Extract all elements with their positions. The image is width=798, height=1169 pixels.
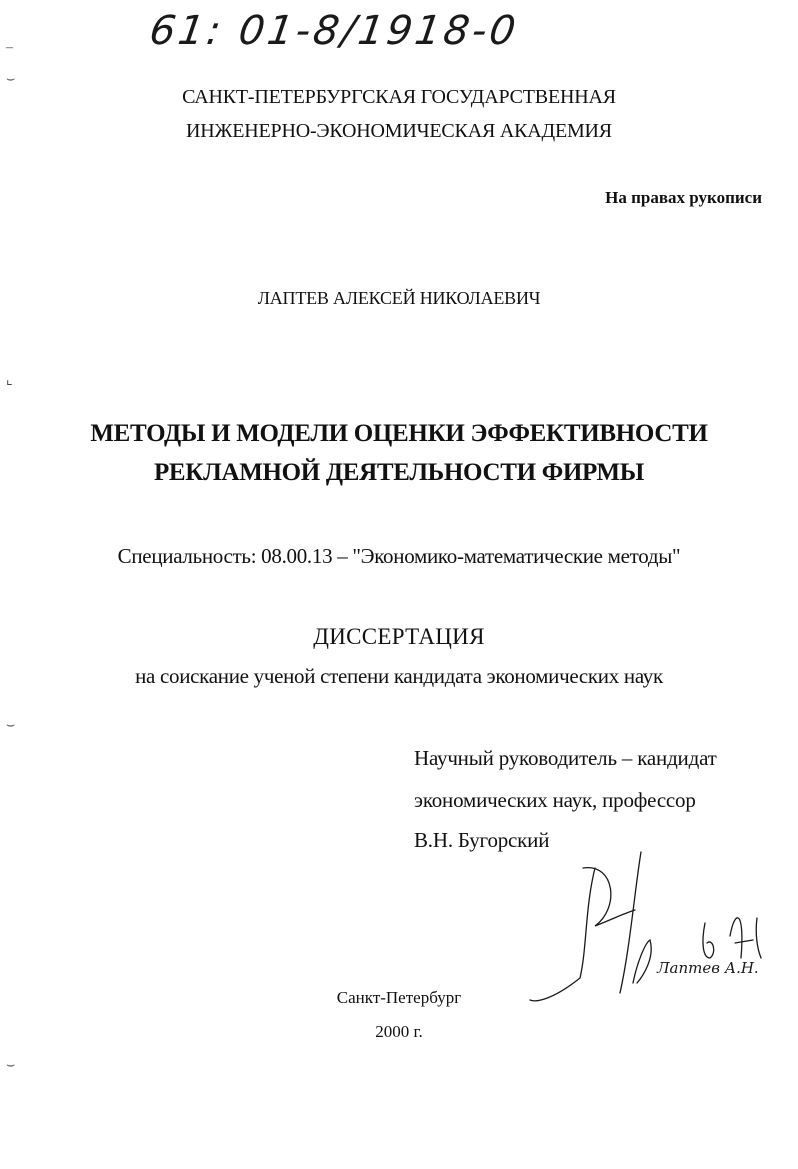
city: Санкт-Петербург	[336, 988, 462, 1007]
signature-stroke	[633, 940, 651, 983]
title-line-1: МЕТОДЫ И МОДЕЛИ ОЦЕНКИ ЭФФЕКТИВНОСТИ	[90, 420, 708, 447]
work-type: ДИССЕРТАЦИЯ	[313, 624, 485, 649]
institution-line-1: САНКТ-ПЕТЕРБУРГСКАЯ ГОСУДАРСТВЕННАЯ	[182, 86, 616, 108]
title-line-2: РЕКЛАМНОЙ ДЕЯТЕЛЬНОСТИ ФИРМЫ	[153, 459, 645, 486]
degree-line: на соискание ученой степени кандидата экономических наук	[135, 664, 663, 688]
margin-mark: ⌞	[6, 373, 13, 388]
supervisor-line-2: экономических наук, профессор	[414, 788, 696, 812]
rights-note: На правах рукописи	[605, 188, 762, 207]
supervisor-line-1: Научный руководитель – кандидат	[414, 746, 717, 770]
signature-stroke	[703, 923, 714, 958]
signature-stroke	[730, 918, 761, 958]
supervisor-name: В.Н. Бугорский	[414, 828, 550, 852]
signature	[525, 848, 775, 1008]
margin-mark: ⌣	[6, 718, 16, 733]
signature-stroke	[620, 852, 641, 993]
margin-mark: ⌣	[6, 1058, 16, 1073]
archive-number: 61: 01-8/1918-0	[146, 8, 522, 54]
signature-stroke	[530, 868, 635, 1001]
specialty: Специальность: 08.00.13 – "Экономико-математические методы"	[117, 544, 681, 568]
year: 2000 г.	[375, 1022, 423, 1041]
author-name: ЛАПТЕВ АЛЕКСЕЙ НИКОЛАЕВИЧ	[257, 288, 541, 308]
margin-mark: ⌣	[6, 72, 16, 87]
institution-line-2: ИНЖЕНЕРНО-ЭКОНОМИЧЕСКАЯ АКАДЕМИЯ	[186, 120, 612, 142]
margin-mark: –	[6, 40, 13, 55]
signature-text: Лаптев А.Н.	[657, 959, 759, 977]
